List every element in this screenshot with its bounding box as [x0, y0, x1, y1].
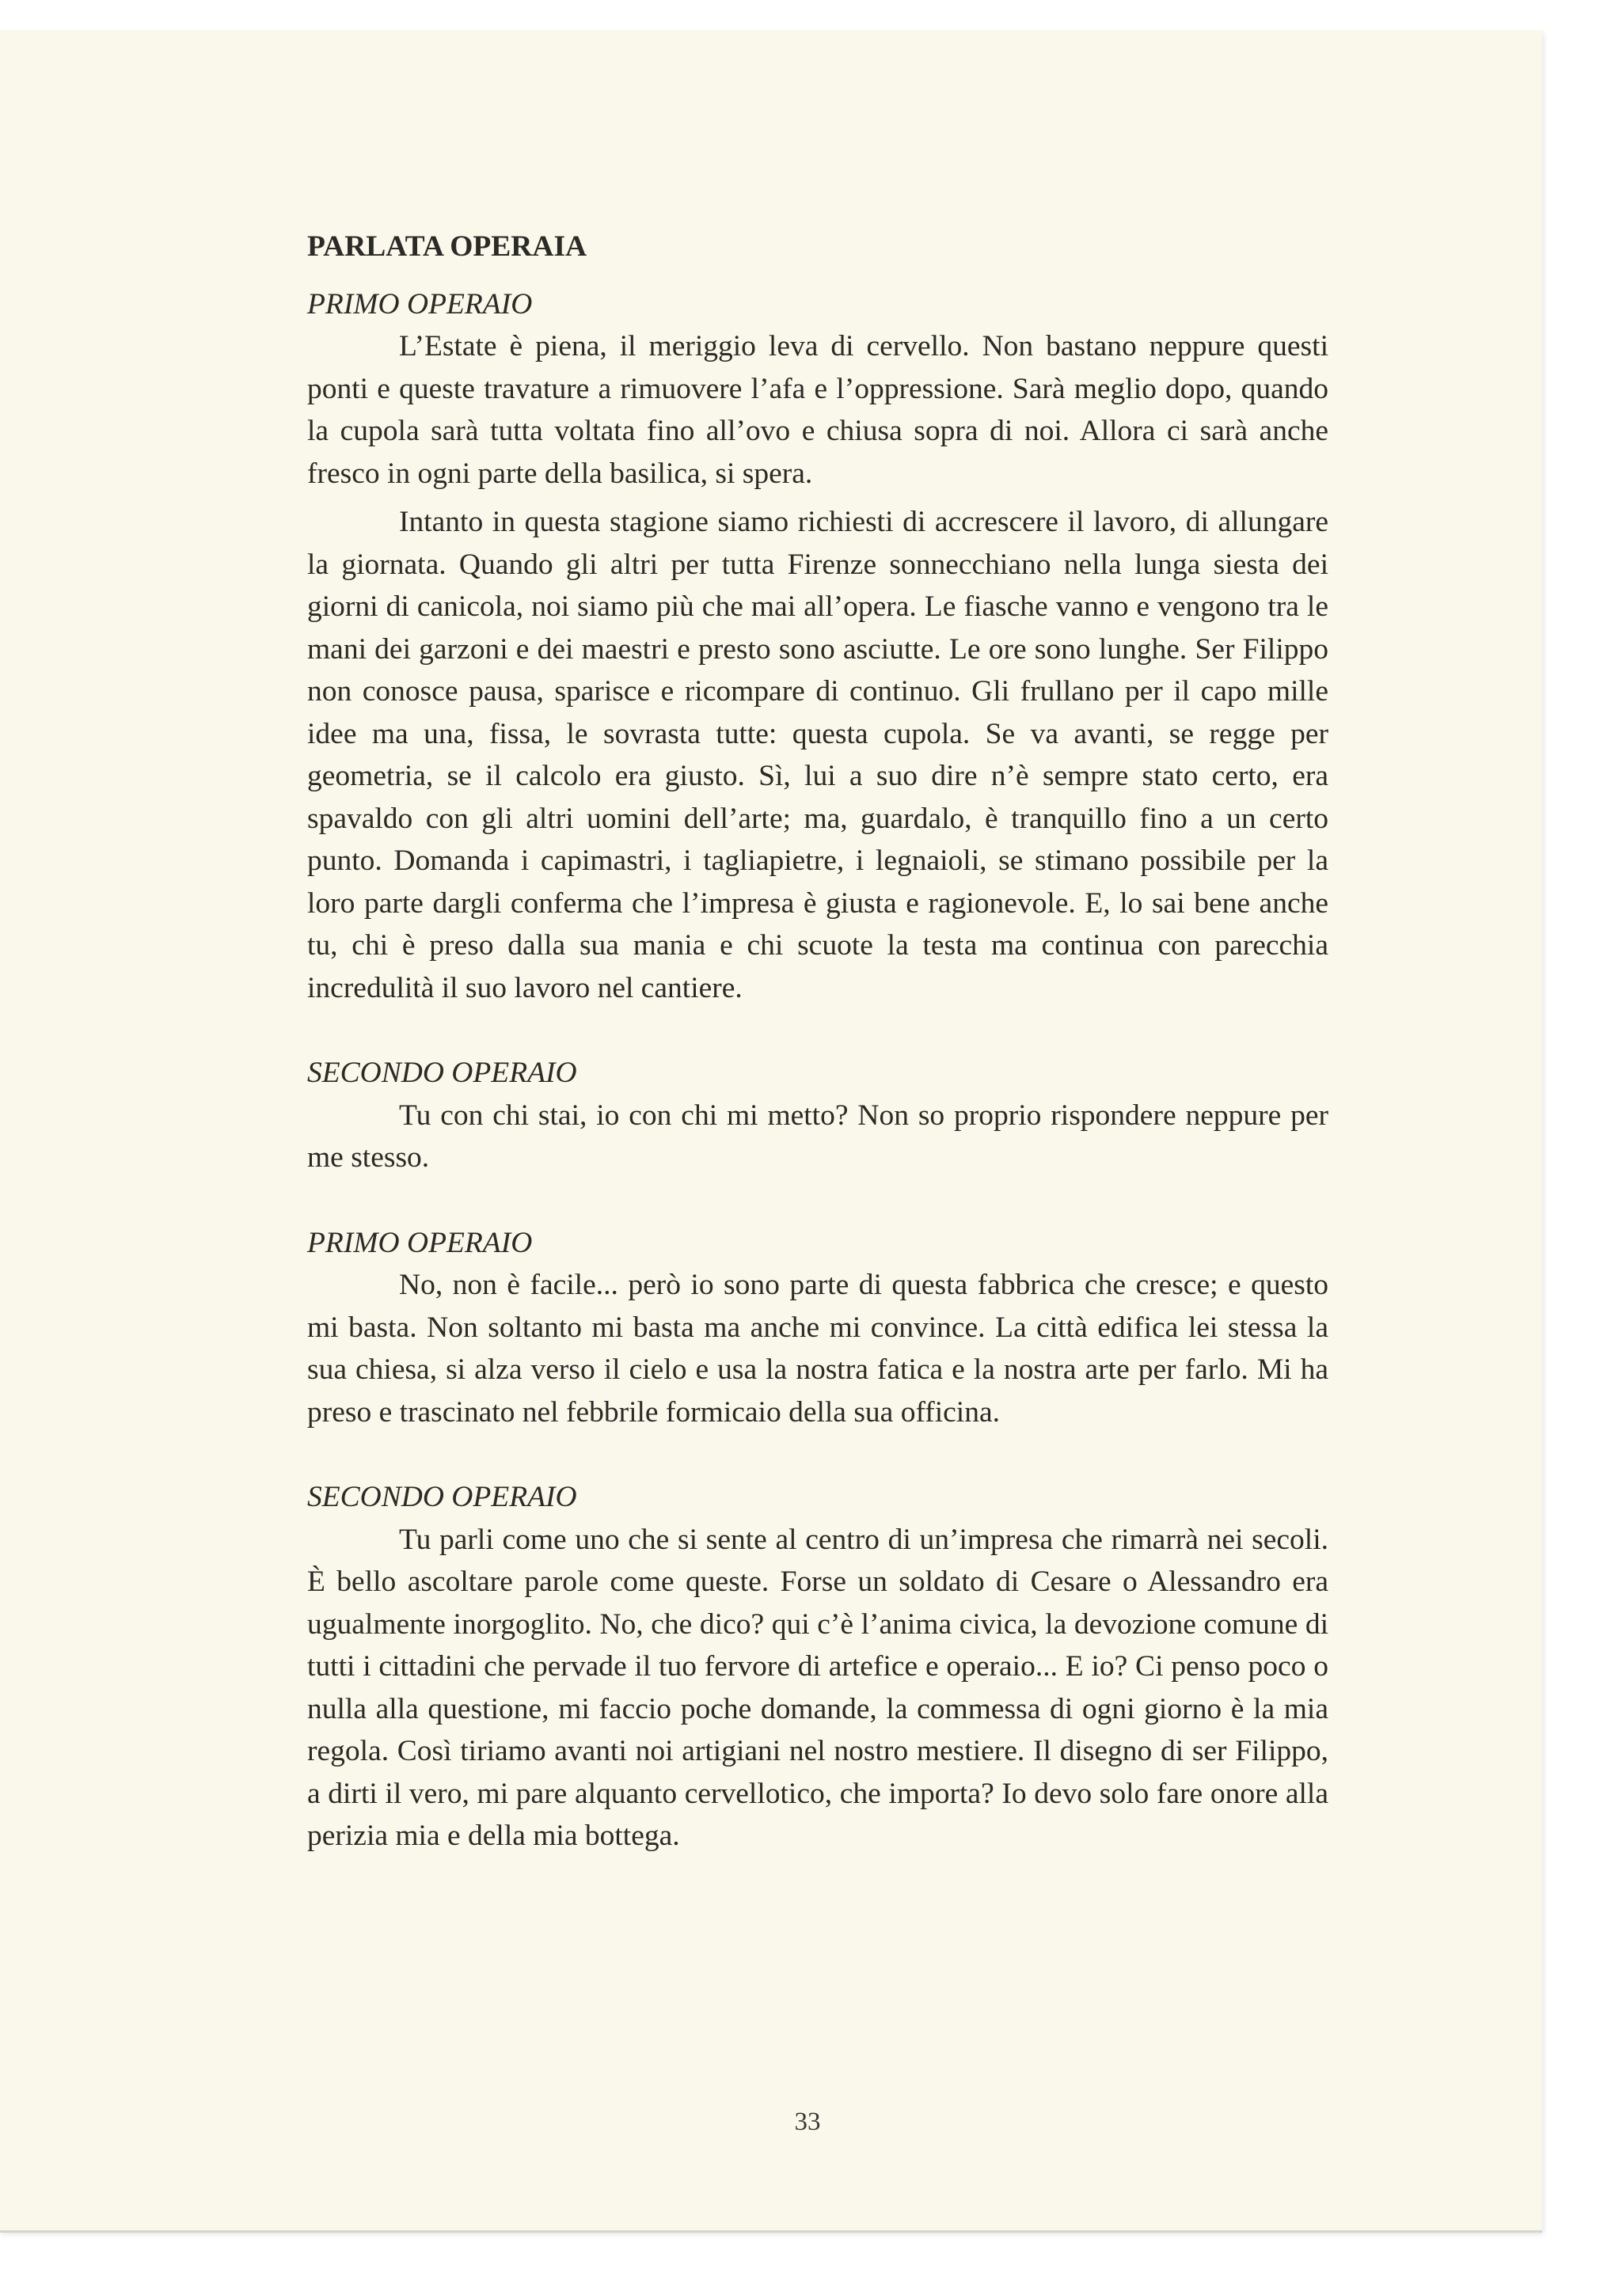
page-title: PARLATA OPERAIA — [307, 230, 587, 263]
dialogue-section — [307, 1476, 1328, 1858]
dialogue-paragraph: Tu con chi stai, io con chi mi metto? Non so proprio rispondere neppure per me stesso. — [307, 1099, 1328, 1174]
dialogue-section — [307, 1052, 1328, 1179]
dialogue-paragraph: Intanto in questa stagione siamo richiesti di accrescere il lavoro, di allungare la giornata. Quando gli altri per tutta Firenze sonnecchiano nella lunga siesta dei giorni di canicola, noi siamo più che mai all’opera. Le fiasche vanno e vengono tra le mani dei garzoni e dei maestri e presto sono asciutte. Le ore sono lunghe. Ser Filippo non conosce pausa, sparisce e ricompare di continuo. Gli frullano per il capo mille idee ma una, fissa, le sovrasta tutte: questa cupola. Se va avanti, se regge per geometria, se il calcolo era giusto. Sì, lui a suo dire n’è sempre stato certo, era spavaldo con gli altri uomini dell’arte; ma, guardalo, è tranquillo fino a un certo punto. Domanda i capimastri, i tagliapietre, i legnaioli, se stimano possibile per la loro parte dargli conferma che l’impresa è giusta e ragionevole. E, lo sai bene anche tu, chi è preso dalla sua mania e chi scuote la testa ma continua con parecchia incredulità il suo lavoro nel cantiere. — [307, 506, 1328, 1004]
speaker-label: SECONDO OPERAIO — [307, 1057, 577, 1089]
sheet-bottom-edge — [0, 2230, 1542, 2233]
speaker-label: PRIMO OPERAIO — [307, 1226, 533, 1259]
page-content — [307, 226, 1328, 1858]
speaker-label: PRIMO OPERAIO — [307, 287, 533, 321]
dialogue-paragraph: No, non è facile... però io sono parte di questa fabbrica che cresce; e questo mi basta. Non soltanto mi basta ma anche mi convince. La città edifica lei stessa la sua chiesa, si alza verso il cielo e usa la nostra fatica e la nostra arte per farlo. Mi ha preso e trascinato nel febbrile formicaio della sua officina. — [307, 1269, 1328, 1429]
dialogue-paragraph: L’Estate è piena, il meriggio leva di cervello. Non bastano neppure questi ponti e queste travature a rimuovere l’afa e l’oppressione. Sarà meglio dopo, quando la cupola sarà tutta voltata fino all’ovo e chiusa sopra di noi. Allora ci sarà anche fresco in ogni parte della basilica, si spera. — [307, 330, 1328, 490]
speaker-label: SECONDO OPERAIO — [307, 1481, 577, 1513]
page-number: 33 — [794, 2108, 821, 2136]
dialogue-section — [307, 283, 1328, 1010]
dialogue-section — [307, 1222, 1328, 1434]
dialogue-paragraph: Tu parli come uno che si sente al centro di un’impresa che rimarrà nei secoli. È bello ascoltare parole come queste. Forse un soldato di Cesare o Alessandro era ugualmente inorgoglito. No, che dico? qui c’è l’anima civica, la devozione comune di tutti i cittadini che pervade il tuo fervore di artefice e operaio... E io? Ci penso poco o nulla alla questione, mi faccio poche domande, la commessa di ogni giorno è la mia regola. Così tiriamo avanti noi artigiani nel nostro mestiere. Il disegno di ser Filippo, a dirti il vero, mi pare alquanto cervellotico, che importa? Io devo solo fare onore alla perizia mia e della mia bottega. — [307, 1523, 1328, 1852]
